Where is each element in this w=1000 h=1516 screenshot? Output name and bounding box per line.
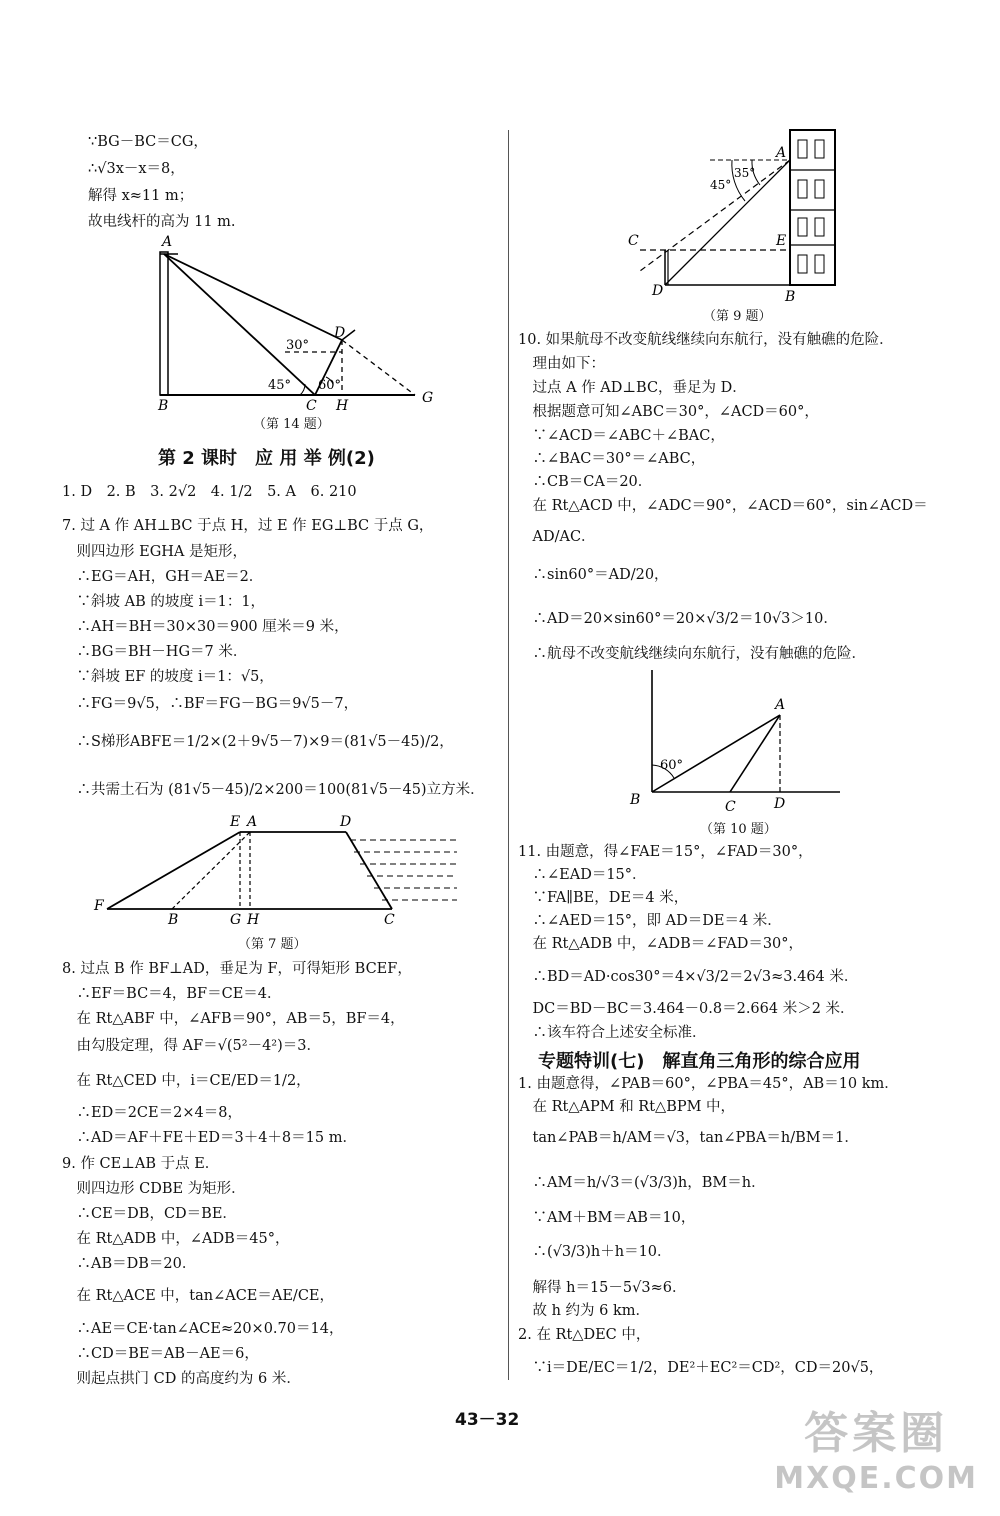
svg-text:E: E <box>230 814 241 830</box>
svg-text:B: B <box>168 912 179 928</box>
section-heading: 第 2 课时 应 用 举 例(2) <box>158 448 375 469</box>
text-line: ∴EG＝AH，GH＝AE＝2． <box>62 569 264 585</box>
svg-text:G: G <box>230 912 242 928</box>
text-line: 解得 h＝15－5√3≈6． <box>518 1280 687 1296</box>
text-line: ∵BG－BC＝CG， <box>88 134 208 150</box>
svg-text:D: D <box>652 283 664 299</box>
svg-text:B: B <box>785 289 796 305</box>
text-line: 在 Rt△ADB 中，∠ADB＝45°， <box>62 1231 290 1247</box>
text-line: ∵FA∥BE，DE＝4 米， <box>518 890 689 906</box>
watermark-logo <box>774 1397 978 1496</box>
svg-text:D: D <box>774 796 786 812</box>
svg-text:45°: 45° <box>268 378 292 393</box>
text-line: ∴AD＝AF＋FE＋ED＝3＋4＋8＝15 m． <box>62 1130 357 1146</box>
text-line: ∴S梯形ABFE＝1/2×(2＋9√5－7)×9＝(81√5－45)/2， <box>62 734 454 750</box>
text-line: ∴CD＝BE＝AB－AE＝6， <box>62 1346 259 1362</box>
text-line: 则四边形 EGHA 是矩形， <box>62 544 248 560</box>
text-line: 7. 过 A 作 AH⊥BC 于点 H，过 E 作 EG⊥BC 于点 G， <box>62 518 434 534</box>
text-line: 则四边形 CDBE 为矩形． <box>62 1181 246 1197</box>
svg-text:E: E <box>776 233 787 249</box>
figure-9 <box>620 125 850 309</box>
figure-10 <box>620 665 850 819</box>
svg-text:H: H <box>336 398 349 410</box>
text-line: AD/AC． <box>518 529 596 545</box>
figure-7-caption: （第 7 题） <box>238 937 307 952</box>
watermark-top: 答案圈 <box>804 1408 949 1459</box>
text-line: 在 Rt△APM 和 Rt△BPM 中， <box>518 1099 736 1115</box>
text-line: ∴∠BAC＝30°＝∠ABC， <box>518 451 706 467</box>
svg-text:C: C <box>384 912 395 928</box>
svg-text:C: C <box>725 799 736 815</box>
text-line: 由勾股定理，得 AF＝√(5²－4²)＝3． <box>62 1038 321 1054</box>
svg-text:30°: 30° <box>286 338 310 353</box>
text-line: 过点 A 作 AD⊥BC，垂足为 D． <box>518 380 747 396</box>
text-line: ∴该车符合上述安全标准． <box>518 1025 707 1041</box>
text-line: ∴AB＝DB＝20． <box>62 1256 197 1272</box>
svg-text:D: D <box>340 814 352 830</box>
text-line: 解得 x≈11 m； <box>88 188 194 204</box>
svg-text:H: H <box>247 912 260 928</box>
text-line: ∵i＝DE/EC＝1/2，DE²＋EC²＝CD²，CD＝20√5， <box>518 1360 884 1376</box>
svg-text:C: C <box>306 398 317 410</box>
text-line: ∵∠ACD＝∠ABC＋∠BAC， <box>518 428 725 444</box>
text-line: ∵斜坡 AB 的坡度 i＝1：1， <box>62 594 266 610</box>
text-line: ∴∠EAD＝15°． <box>518 867 647 883</box>
svg-text:60°: 60° <box>318 378 342 393</box>
text-line: ∵斜坡 EF 的坡度 i＝1：√5， <box>62 669 274 685</box>
text-line: 根据题意可知∠ABC＝30°，∠ACD＝60°， <box>518 404 819 420</box>
text-line: ∴AM＝h/√3＝(√3/3)h，BM＝h． <box>518 1175 766 1191</box>
text-line: ∴sin60°＝AD/20， <box>518 567 669 583</box>
text-line: DC＝BD－BC＝3.464－0.8＝2.664 米＞2 米． <box>518 1001 855 1017</box>
text-line: 在 Rt△ACE 中，tan∠ACE＝AE/CE， <box>62 1288 334 1304</box>
text-line: ∴AD＝20×sin60°＝20×√3/2＝10√3＞10． <box>518 611 838 627</box>
text-line: 故电线杆的高为 11 m. <box>88 214 236 230</box>
figure-14 <box>130 232 440 414</box>
text-line: ∴EF＝BC＝4，BF＝CE＝4． <box>62 986 282 1002</box>
svg-text:D: D <box>334 325 346 341</box>
text-line: 1. 由题意得，∠PAB＝60°，∠PBA＝45°，AB＝10 km． <box>518 1076 899 1092</box>
text-line: ∴AH＝BH＝30×30＝900 厘米＝9 米， <box>62 619 349 635</box>
svg-text:A: A <box>162 234 173 250</box>
figure-14-caption: （第 14 题） <box>253 417 330 432</box>
svg-text:G: G <box>422 390 434 406</box>
svg-text:C: C <box>628 233 639 249</box>
text-line: 10. 如果航母不改变航线继续向东航行，没有触礁的危险． <box>518 332 894 348</box>
text-line: ∴(√3/3)h＋h＝10． <box>518 1244 672 1260</box>
section-heading: 专题特训(七) 解直角三角形的综合应用 <box>538 1051 861 1072</box>
text-line: ∴BG＝BH－HG＝7 米． <box>62 644 248 660</box>
text-line: tan∠PAB＝h/AM＝√3，tan∠PBA＝h/BM＝1． <box>518 1130 859 1146</box>
text-line: ∴ED＝2CE＝2×4＝8， <box>62 1105 242 1121</box>
text-line: 8. 过点 B 作 BF⊥AD，垂足为 F，可得矩形 BCEF， <box>62 961 412 977</box>
text-line: ∴共需土石为 (81√5－45)/2×200＝100(81√5－45)立方米． <box>62 782 485 798</box>
watermark-bottom: MXQE.COM <box>774 1461 978 1496</box>
text-line: ∴CE＝DB，CD＝BE． <box>62 1206 237 1222</box>
text-line: 9. 作 CE⊥AB 于点 E． <box>62 1156 220 1172</box>
text-line: 11. 由题意，得∠FAE＝15°，∠FAD＝30°， <box>518 844 813 860</box>
figure-9-caption: （第 9 题） <box>703 309 772 324</box>
svg-text:B: B <box>630 792 641 808</box>
answer-line: 1. D 2. B 3. 2√2 4. 1/2 5. A 6. 210 <box>62 484 357 500</box>
text-line: 故 h 约为 6 km． <box>518 1303 651 1319</box>
text-line: 在 Rt△ACD 中，∠ADC＝90°，∠ACD＝60°，sin∠ACD＝ <box>518 498 928 514</box>
text-line: 在 Rt△ADB 中，∠ADB＝∠FAD＝30°， <box>518 936 804 952</box>
page-number: 43－32 <box>455 1410 520 1430</box>
figure-10-caption: （第 10 题） <box>700 822 777 837</box>
text-line: ∴AE＝CE·tan∠ACE≈20×0.70＝14， <box>62 1321 344 1337</box>
text-line: 2. 在 Rt△DEC 中， <box>518 1327 651 1343</box>
svg-text:45°: 45° <box>710 178 732 192</box>
text-line: 则起点拱门 CD 的高度约为 6 米． <box>62 1371 301 1387</box>
text-line: ∴√3x－x＝8， <box>88 161 185 177</box>
svg-text:35°: 35° <box>734 166 756 180</box>
text-line: ∴CB＝CA＝20． <box>518 474 653 490</box>
text-line: 理由如下： <box>518 356 605 372</box>
figure-7 <box>92 812 462 936</box>
svg-text:B: B <box>158 398 169 410</box>
text-line: ∴航母不改变航线继续向东航行，没有触礁的危险． <box>518 646 866 662</box>
text-line: ∴∠AED＝15°，即 AD＝DE＝4 米． <box>518 913 782 929</box>
text-line: ∵AM＋BM＝AB＝10， <box>518 1210 696 1226</box>
svg-text:60°: 60° <box>660 758 684 773</box>
text-line: ∴FG＝9√5，∴BF＝FG－BG＝9√5－7， <box>62 696 359 712</box>
text-line: 在 Rt△CED 中，i＝CE/ED＝1/2， <box>62 1073 311 1089</box>
svg-text:A: A <box>776 145 787 161</box>
text-line: ∴BD＝AD·cos30°＝4×√3/2＝2√3≈3.464 米． <box>518 969 859 985</box>
svg-text:A: A <box>247 814 258 830</box>
svg-text:F: F <box>94 898 104 914</box>
svg-text:A: A <box>775 697 786 713</box>
text-line: 在 Rt△ABF 中，∠AFB＝90°，AB＝5，BF＝4， <box>62 1011 405 1027</box>
column-divider <box>508 130 509 1380</box>
